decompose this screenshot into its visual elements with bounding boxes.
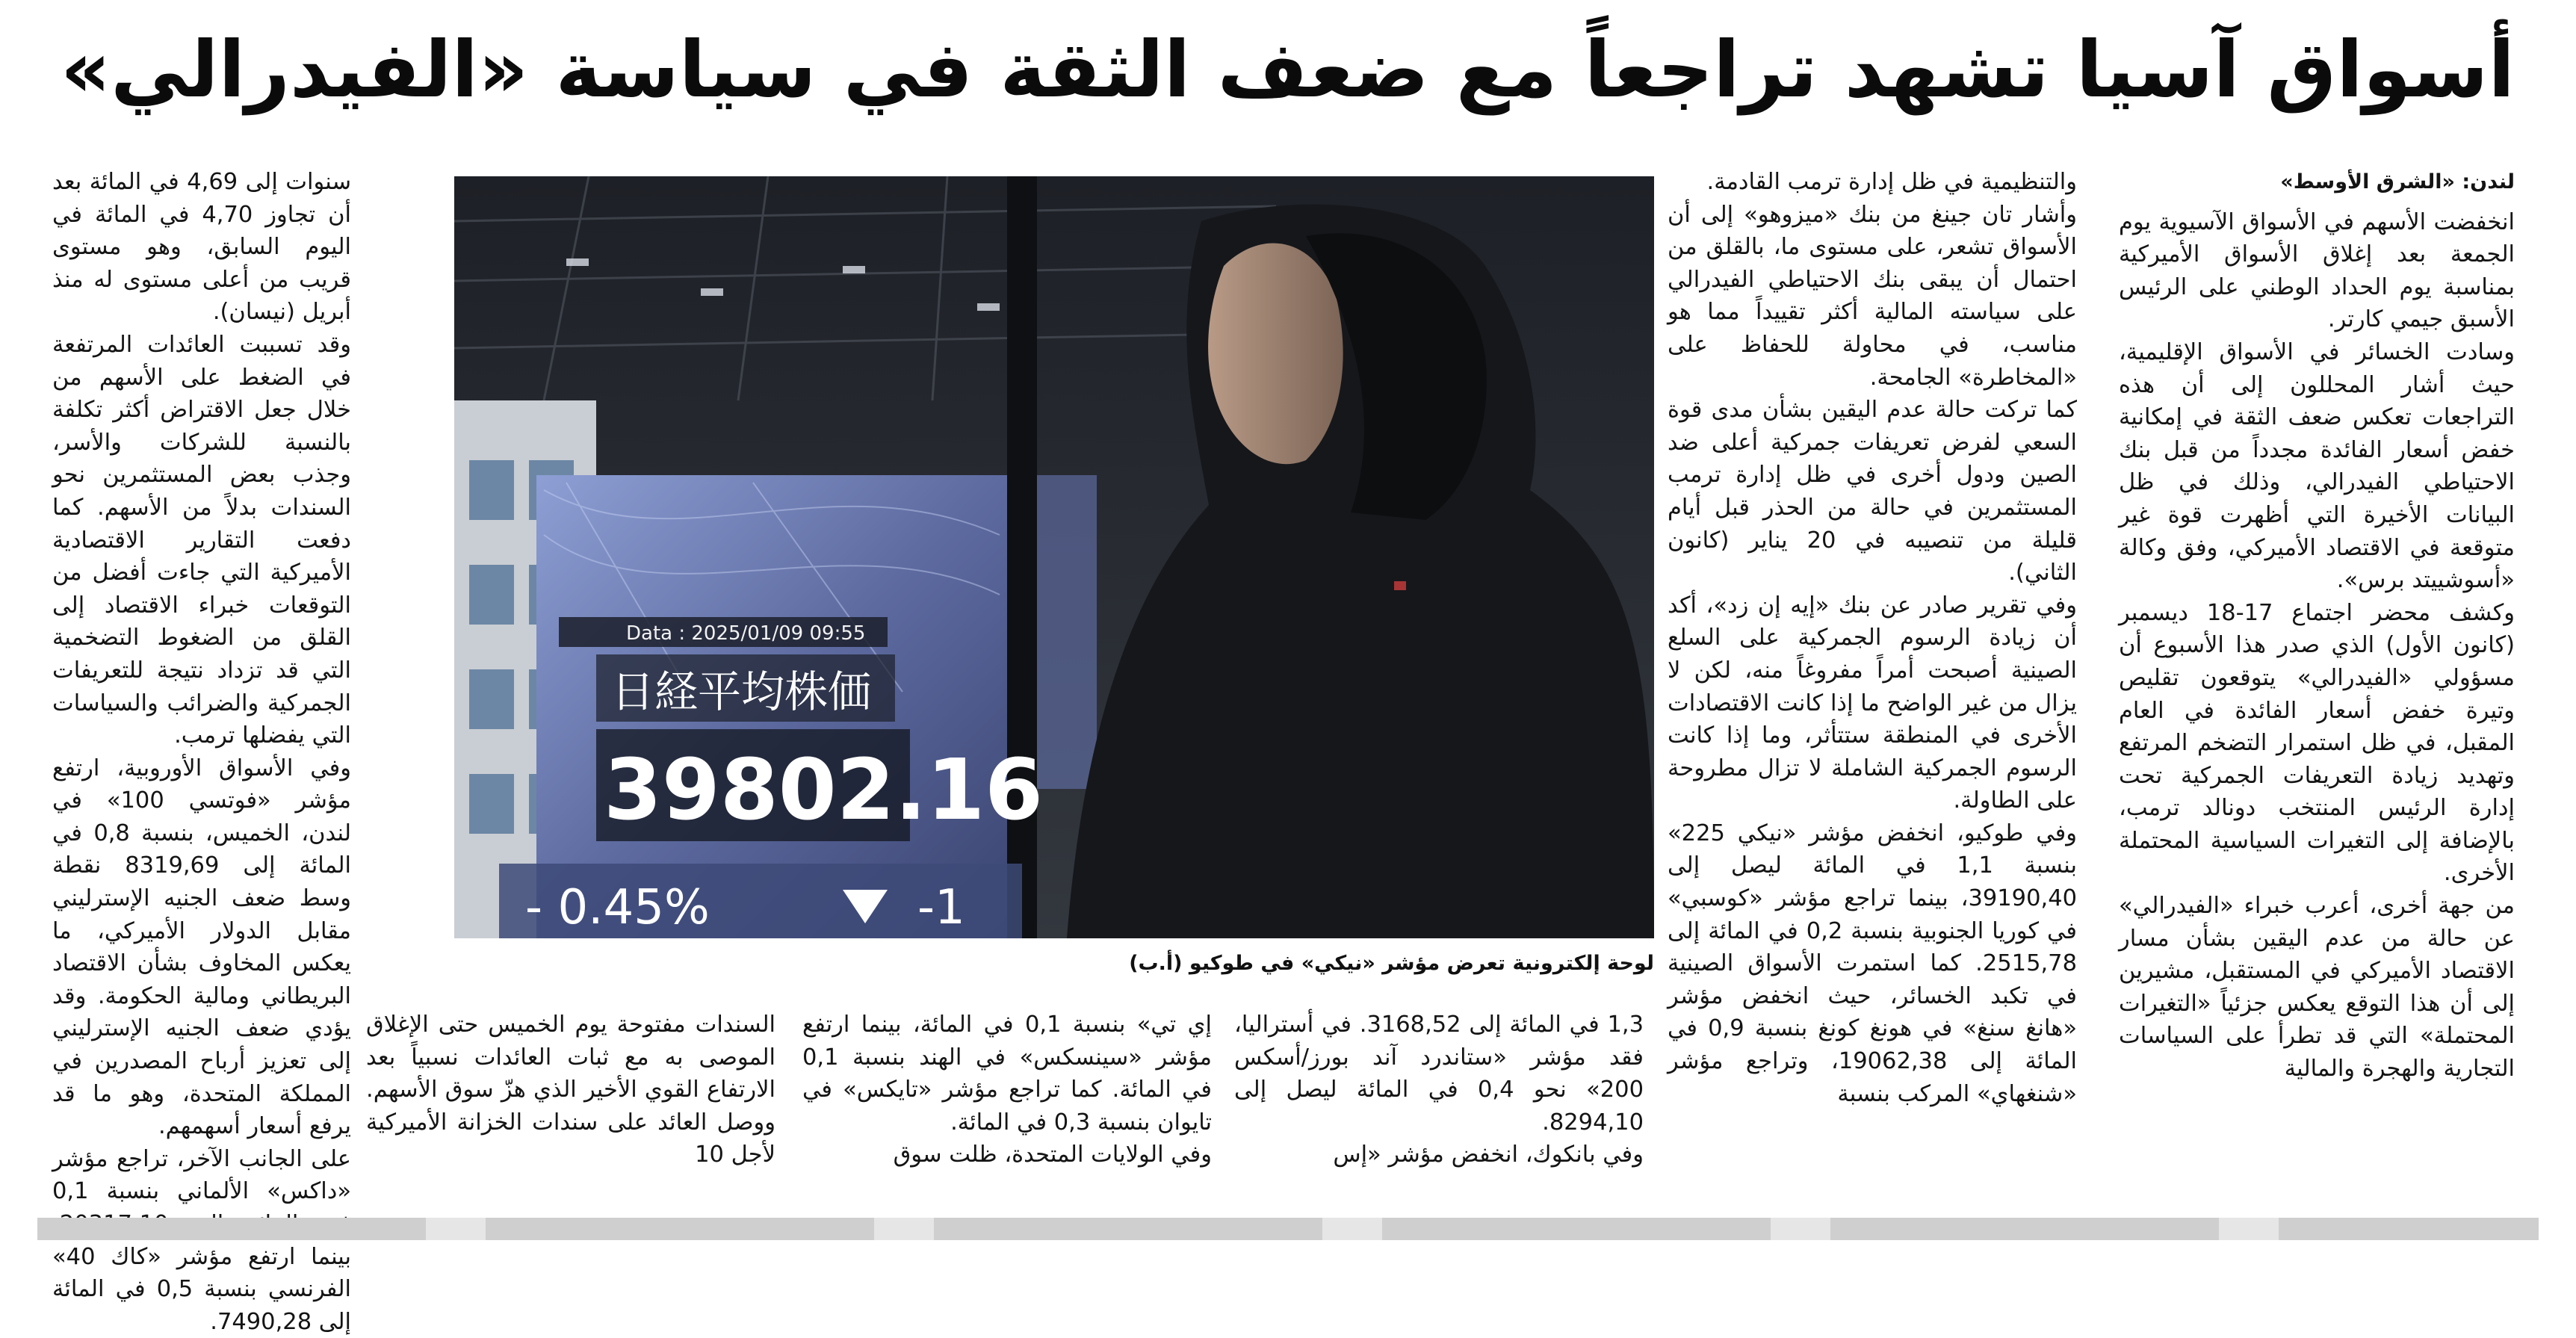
news-photo (454, 176, 1654, 938)
paragraph: وفي طوكيو، انخفض مؤشر «نيكي 225» بنسبة 1,1 في المائة ليصل إلى 39190,40، بينما تراجع مؤشر «كوسبي» في كوريا الجنوبية بنسبة 0,2 في المائة إلى 2515,78. كما استمرت الأسواق الصينية في تكبد الخسائر، حيث انخفض مؤشر «هانغ سنغ» في هونغ كونغ بنسبة 0,9 في المائة إلى 19062,38، وتراجع مؤشر «شنغهاي» المركب بنسبة (1668, 820, 2077, 1107)
paragraph: وفي تقرير صادر عن بنك «إيه إن زد»، أكد أن زيادة الرسوم الجمركية على السلع الصينية أصبحت أمراً مفروغاً منه، لكن لا يزال من غير الواضح ما إذا كانت الاقتصادات الأخرى في المنطقة ستتأثر، وما إذا كانت الرسوم الجمركية الشاملة لا تزال مطروحة على الطاولة. (1668, 592, 2077, 814)
paragraph: وفي الولايات المتحدة، ظلت سوق (893, 1142, 1212, 1168)
paragraph: من جهة أخرى، أعرب خبراء «الفيدرالي» عن حالة من عدم اليقين بشأن مسار الاقتصاد الأميركي في المستقبل، مشيرين إلى أن هذا التوقع يعكس جزئياً «التغيرات المحتملة» التي قد تطرأ على السياسات التجارية والهجرة والمالية (2119, 893, 2515, 1083)
paragraph: وكشف محضر اجتماع 17-18 ديسمبر (كانون الأول) الذي صدر هذا الأسبوع أن مسؤولي «الفيدرالي» يتوقعون تقليص وتيرة خفض أسعار الفائدة في العام المقبل، في ظل استمرار التضخم المرتفع وتهديد زيادة التعريفات الجمركية تحت إدارة الرئيس المنتخب دونالد ترمب، بالإضافة إلى التغيرات السياسية المحتملة الأخرى. (2119, 599, 2515, 887)
paragraph: وفي بانكوك، انخفض مؤشر «إس (1333, 1142, 1644, 1168)
paragraph: السندات مفتوحة يوم الخميس حتى الإغلاق الموصى به مع ثبات العائدات نسبياً بعد الارتفاع القوي الأخير الذي هزّ سوق الأسهم. ووصل العائد على سندات الخزانة الأميركية لأجل 10 (366, 1012, 775, 1168)
paragraph: انخفضت الأسهم في الأسواق الآسيوية يوم الجمعة بعد إغلاق الأسواق الأميركية بمناسبة يوم الحداد الوطني على الرئيس الأسبق جيمي كارتر. (2119, 208, 2515, 333)
paragraph: وقد تسببت العائدات المرتفعة في الضغط على الأسهم من خلال جعل الاقتراض أكثر تكلفة بالنسبة للشركات والأسر، وجذب بعض المستثمرين نحو السندات بدلاً من الأسهم. كما دفعت التقارير الاقتصادية الأميركية التي جاءت أفضل من التوقعات خبراء الاقتصاد إلى القلق من الضغوط التضخمية التي قد تزداد نتيجة للتعريفات الجمركية والضرائب والسياسات التي يفضلها ترمب. (52, 331, 351, 749)
paragraph: وفي الأسواق الأوروبية، ارتفع مؤشر «فوتسي 100» في لندن، الخميس، بنسبة 0,8 في المائة إلى 8319,69 نقطة وسط ضعف الجنيه الإسترليني مقابل الدولار الأميركي، ما يعكس المخاوف بشأن الاقتصاد البريطاني ومالية الحكومة. وقد يؤدي ضعف الجنيه الإسترليني إلى تعزيز أرباح المصدرين في المملكة المتحدة، وهو ما قد يرفع أسعار أسهمهم. (52, 755, 352, 1140)
article-headline: أسواق آسيا تشهد تراجعاً مع ضعف الثقة في سياسة «الفيدرالي» (61, 24, 2515, 115)
paragraph: وسادت الخسائر في الأسواق الإقليمية، حيث أشار المحللون إلى أن هذه التراجعات تعكس ضعف الثقة في إمكانية خفض أسعار الفائدة مجدداً من قبل بنك الاحتياطي الفيدرالي، وذلك في ظل البيانات الأخيرة التي أظهرت قوة غير متوقعة في الاقتصاد الأميركي، وفق وكالة «أسوشييتد برس». (2119, 338, 2515, 594)
article-column-2 (1668, 166, 2077, 1197)
article-column-3 (1234, 1009, 1644, 1195)
photo-caption: لوحة إلكترونية تعرض مؤشر «نيكي» في طوكيو (أ.ب) (1129, 952, 1654, 975)
board-value: 39802.16 (604, 742, 1044, 839)
article-column-5 (366, 1009, 775, 1195)
photo-illustration (454, 176, 1654, 938)
article-column-1 (2119, 166, 2515, 1197)
page-footer-bar (37, 1218, 2539, 1240)
paragraph: على الجانب الآخر، تراجع مؤشر «داكس» الألماني بنسبة 0,1 بينما ارتفع مؤشر «كاك 40» الفرنسي بنسبة 0,5 في المائة إلى 7490,28. (52, 1145, 351, 1335)
article-column-6 (52, 166, 352, 1335)
paragraph: إي تي» بنسبة 0,1 في المائة، بينما ارتفع مؤشر «سينسكس» في الهند بنسبة 0,1 في المائة. كما تراجع مؤشر «تايكس» في تايوان بنسبة 0,3 في المائة. (802, 1012, 1212, 1136)
board-title: 日経平均株価 (611, 666, 872, 717)
paragraph: 1,3 في المائة إلى 3168,52. في أستراليا، فقد مؤشر «ستاندرد آند بورز/أسكس 200» نحو 0,4 في المائة ليصل إلى 8294,10. (1234, 1012, 1644, 1136)
paragraph: كما تركت حالة عدم اليقين بشأن مدى قوة السعي لفرض تعريفات جمركية أعلى ضد الصين ودول أخرى في ظل إدارة ترمب المستثمرين في حالة من الحذر قبل أيام قليلة من تنصيبه في 20 يناير (كانون الثاني). (1668, 397, 2077, 586)
byline: لندن: «الشرق الأوسط» (2280, 170, 2515, 193)
paragraph: والتنظيمية في ظل إدارة ترمب القادمة. (1706, 169, 2077, 195)
board-change-partial: -1 (917, 880, 965, 935)
paragraph: سنوات إلى 4,69 في المائة بعد أن تجاوز 4,70 في المائة في اليوم السابق، وهو مستوى قريب من أعلى مستوى له منذ أبريل (نيسان). (52, 169, 352, 326)
paragraph: وأشار تان جينغ من بنك «ميزوهو» إلى أن الأسواق تشعر، على مستوى ما، بالقلق من احتمال أن يبقى بنك الاحتياطي الفيدرالي على سياسته المالية أكثر تقييداً مما هو مناسب، في محاولة للحفاظ على «المخاطرة» الجامحة. (1668, 201, 2077, 391)
article-column-4 (802, 1009, 1212, 1195)
board-date: Data : 2025/01/09 09:55 (626, 622, 866, 645)
board-change: - 0.45% (525, 880, 710, 935)
